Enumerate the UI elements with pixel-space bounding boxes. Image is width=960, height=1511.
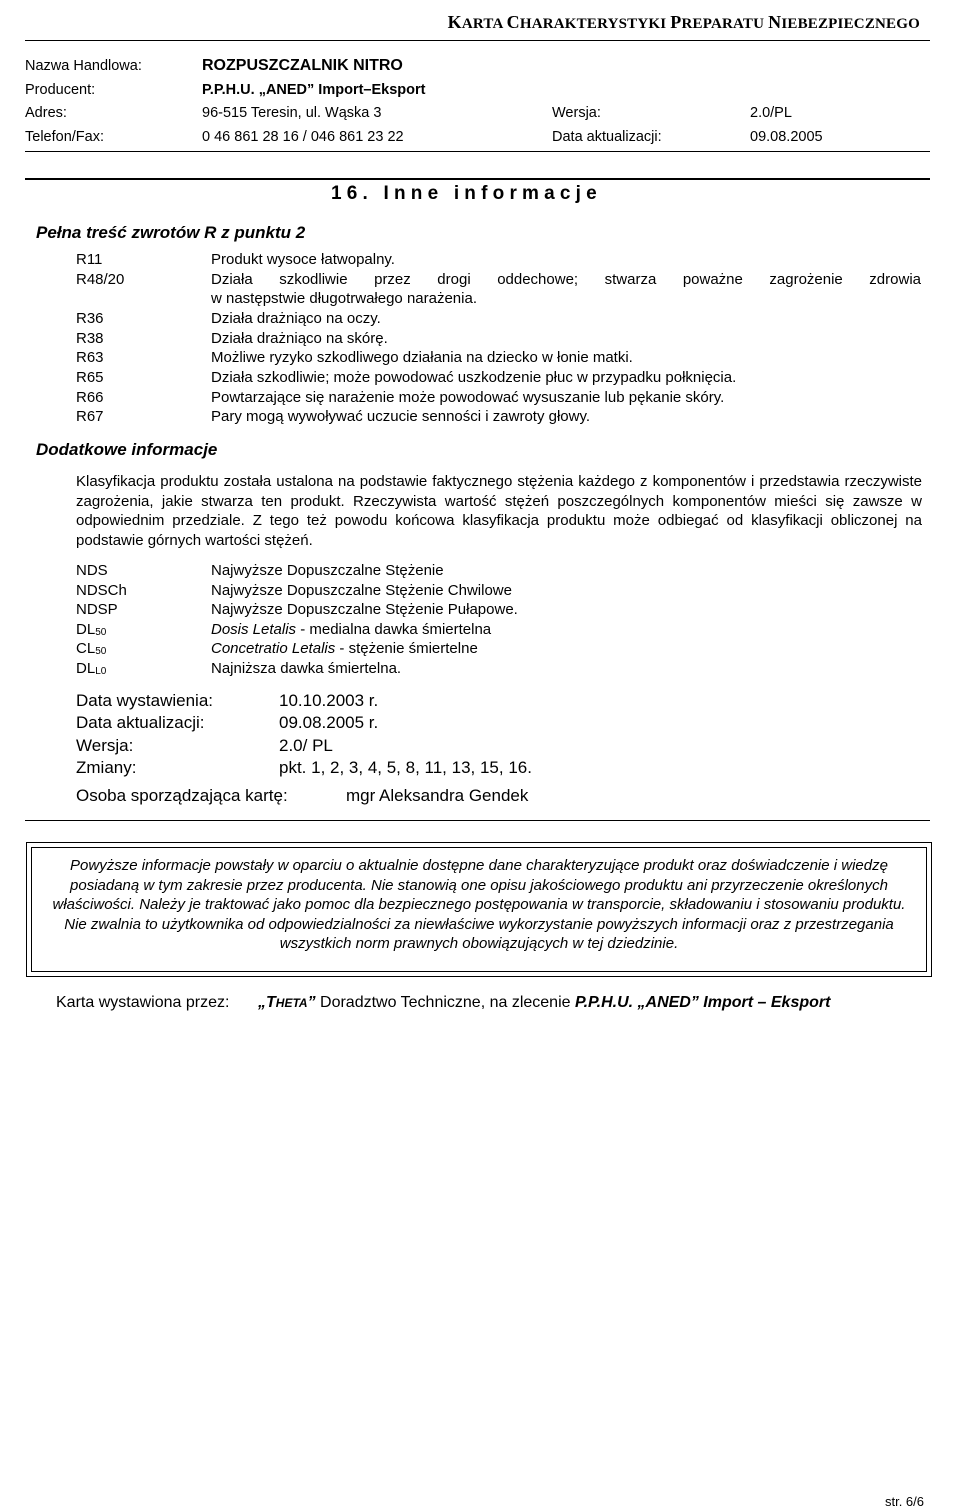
r-phrase-code: R36 xyxy=(76,310,104,327)
additional-info-heading: Dodatkowe informacje xyxy=(36,440,218,459)
updated-date-label: Data aktualizacji: xyxy=(76,713,205,732)
abbreviation: NDS xyxy=(76,562,108,579)
r-phrase-text: Działa szkodliwie; może powodować uszkodzenie płuc w przypadku połknięcia. xyxy=(211,369,737,386)
classification-paragraph: Klasyfikacja produktu została ustalona na podstawie faktycznego stężenia każdego z komponentów i przedstawia rzeczywiste zagrożenia, jakie stwarza ten produkt. Rzeczywista wartość stężeń poszczególnych komponentów mieści się zawsze w odpowiednim przedziale. Z tego też powodu końcowa klasyfikacja produktu może odbiegać od klasyfikacji obliczonej na podstawie górnych wartości stężeń. xyxy=(76,473,922,549)
address-value: 96-515 Teresin, ul. Wąska 3 xyxy=(202,105,382,121)
section-title: 16. Inne informacje xyxy=(331,183,602,204)
r-phrase-code: R63 xyxy=(76,349,104,366)
r-phrase-text: Powtarzające się narażenie może powodować wysuszanie lub pękanie skóry. xyxy=(211,389,725,406)
update-label: Data aktualizacji: xyxy=(552,129,662,145)
r-phrase-code: R67 xyxy=(76,408,104,425)
address-label: Adres: xyxy=(25,105,67,121)
version-meta-label: Wersja: xyxy=(76,736,134,755)
r-phrase-text-continued: w następstwie długotrwałego narażenia. xyxy=(211,290,477,307)
updated-date-value: 09.08.2005 r. xyxy=(279,713,379,732)
abbreviation-definition: Najwyższe Dopuszczalne Stężenie xyxy=(211,562,444,579)
header-divider-bottom xyxy=(25,151,930,152)
document-title: KARTA CHARAKTERYSTYKI PREPARATU NIEBEZPIECZNEGO xyxy=(447,12,920,32)
abbreviation-definition: Najwyższe Dopuszczalne Stężenie Chwilowe xyxy=(211,582,512,599)
r-phrase-code: R48/20 xyxy=(76,271,125,288)
abbreviation: $CL_{50}$ xyxy=(76,640,107,657)
trade-name-label: Nazwa Handlowa: xyxy=(25,58,142,74)
author-value: mgr Aleksandra Gendek xyxy=(346,786,529,805)
r-phrase-code: R38 xyxy=(76,330,104,347)
section-divider xyxy=(25,820,930,821)
r-phrase-text: Pary mogą wywoływać uczucie senności i zawroty głowy. xyxy=(211,408,591,425)
abbreviation: $DL_{50}$ xyxy=(76,621,107,638)
r-phrase-code: R65 xyxy=(76,369,104,386)
issued-by-label: Karta wystawiona przez: xyxy=(56,994,230,1011)
abbreviation-definition: Concetratio Letalis - stężenie śmiertelne xyxy=(211,640,478,657)
abbreviation-definition: Najniższa dawka śmiertelna. xyxy=(211,660,402,677)
abbreviation-definition: Dosis Letalis - medialna dawka śmiertelna xyxy=(211,621,492,638)
r-phrase-text: Możliwe ryzyko szkodliwego działania na dziecko w łonie matki. xyxy=(211,349,633,366)
r-phrase-text: Działa szkodliwie przez drogi oddechowe; stwarza poważne zagrożenie zdrowia xyxy=(211,271,921,288)
issued-by-company: „THETA” Doradztwo Techniczne, na zlecenie P.P.H.U. „ANED” Import – Eksport xyxy=(258,994,831,1011)
producer-label: Producent: xyxy=(25,82,96,98)
r-phrase-code: R11 xyxy=(76,251,103,268)
version-label: Wersja: xyxy=(552,105,601,121)
r-phrase-text: Działa drażniąco na skórę. xyxy=(211,330,388,347)
trade-name-value: ROZPUSZCZALNIK NITRO xyxy=(202,57,403,74)
abbreviation: NDSP xyxy=(76,601,118,618)
r-phrases-heading: Pełna treść zwrotów R z punktu 2 xyxy=(36,223,306,242)
r-phrase-text: Produkt wysoce łatwopalny. xyxy=(211,251,395,268)
version-value: 2.0/PL xyxy=(750,105,792,121)
abbreviation-definition: Najwyższe Dopuszczalne Stężenie Pułapowe. xyxy=(211,601,518,618)
issued-date-value: 10.10.2003 r. xyxy=(279,691,379,710)
r-phrase-code: R66 xyxy=(76,389,104,406)
update-value: 09.08.2005 xyxy=(750,129,823,145)
abbreviation: $DL_{L0}$ xyxy=(76,660,107,677)
author-label: Osoba sporządzająca kartę: xyxy=(76,786,288,805)
r-phrase-text: Działa drażniąco na oczy. xyxy=(211,310,381,327)
producer-value: P.P.H.U. „ANED” Import–Eksport xyxy=(202,82,426,98)
changes-label: Zmiany: xyxy=(76,758,137,777)
disclaimer-text: Powyższe informacje powstały w oparciu o aktualnie dostępne dane charakteryzujące produkt oraz doświadczenie i wiedzę posiadaną w tym zakresie przez producenta. Nie stanowią one opisu jakościowego produktu ani przyrzeczenie określonych właściwości. Należy je traktować jako pomoc dla bezpiecznego postępowania w transporcie, składowaniu i stosowaniu produktu. Nie zwalnia to użytkownika od odpowiedzialności za niewłaściwe wykorzystanie powyższych informacji oraz z przestrzegania wszystkich norm prawnych obowiązujących w tej dziedzinie. xyxy=(52,857,906,952)
header-divider-top xyxy=(25,40,930,41)
abbreviation: NDSCh xyxy=(76,582,127,599)
issued-date-label: Data wystawienia: xyxy=(76,691,214,710)
disclaimer-box xyxy=(26,842,932,977)
version-meta-value: 2.0/ PL xyxy=(279,736,333,755)
page-number: str. 6/6 xyxy=(884,1494,924,1509)
changes-value: pkt. 1, 2, 3, 4, 5, 8, 11, 13, 15, 16. xyxy=(279,758,532,777)
phone-value: 0 46 861 28 16 / 046 861 23 22 xyxy=(202,129,404,145)
phone-label: Telefon/Fax: xyxy=(25,129,104,145)
